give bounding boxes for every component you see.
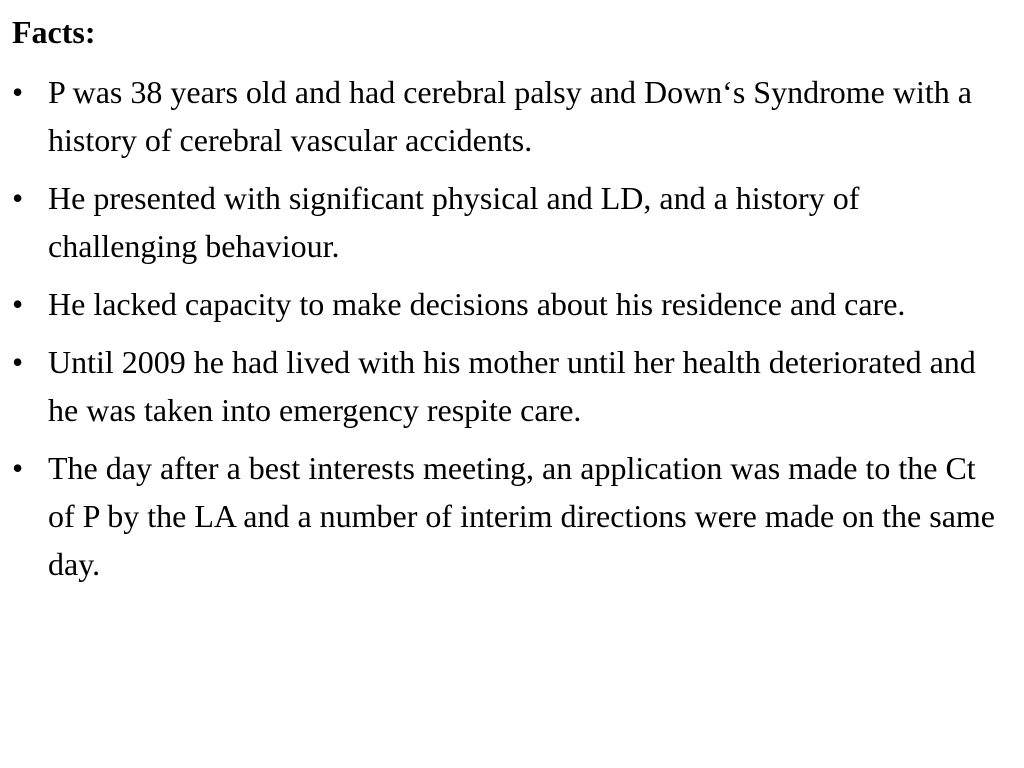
bullet-icon: • — [12, 286, 24, 322]
slide-heading: Facts: — [12, 14, 96, 50]
list-item — [10, 338, 1010, 434]
bullet-text: He lacked capacity to make decisions about his residence and care. — [48, 286, 906, 322]
list-item — [10, 174, 1010, 270]
bullet-list — [10, 68, 1010, 598]
bullet-icon: • — [12, 180, 24, 216]
bullet-text: He presented with significant physical and LD, and a history of challenging behaviour. — [48, 180, 860, 264]
list-item — [10, 68, 1010, 164]
bullet-text: Until 2009 he had lived with his mother until her health deteriorated and he was taken into emergency respite care. — [48, 344, 976, 428]
bullet-icon: • — [12, 344, 24, 380]
bullet-icon: • — [12, 450, 24, 486]
bullet-text: P was 38 years old and had cerebral palsy and Down‘s Syndrome with a history of cerebral vascular accidents. — [48, 74, 972, 158]
list-item — [10, 444, 1010, 588]
bullet-icon: • — [12, 74, 24, 110]
bullet-text: The day after a best interests meeting, an application was made to the Ct of P by the LA and a number of interim directions were made on the same day. — [48, 450, 995, 582]
list-item — [10, 280, 1010, 328]
